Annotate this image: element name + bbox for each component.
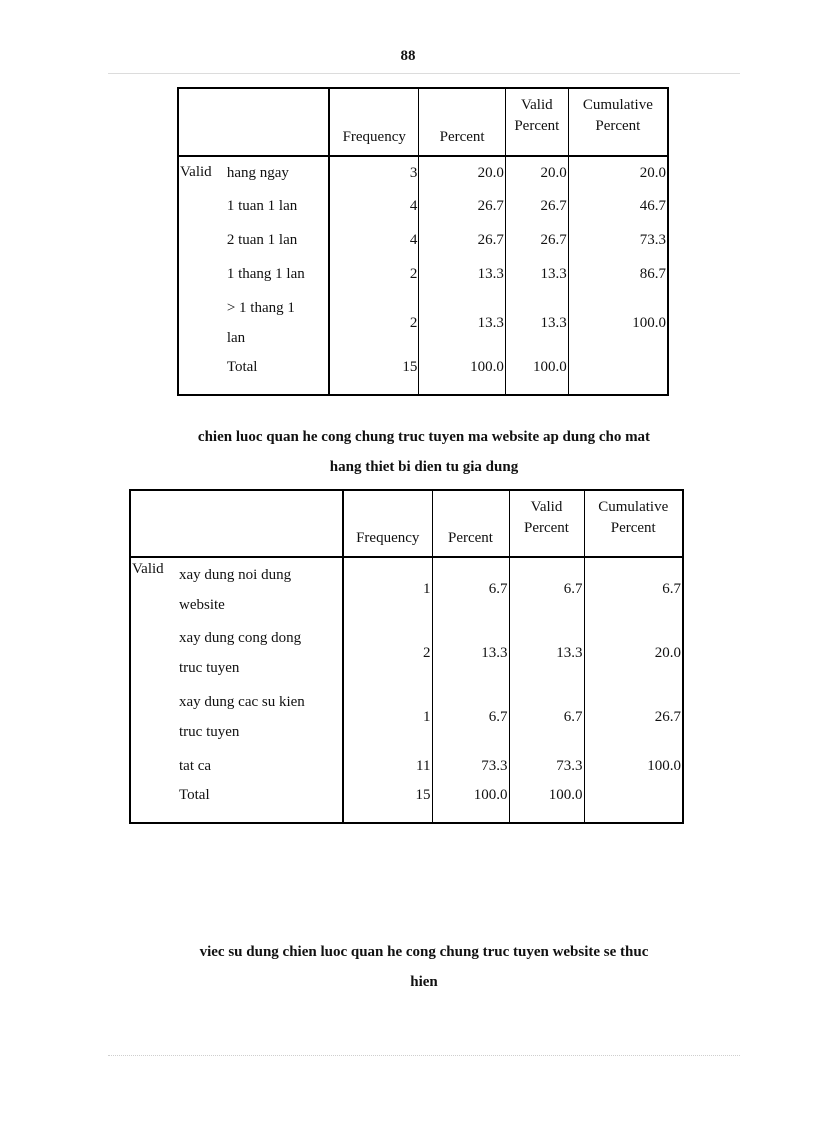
frequency-cell: 15 <box>343 783 432 823</box>
frequency-cell: 11 <box>343 749 432 783</box>
cumulative-percent-cell <box>584 783 683 823</box>
header-cumulative-percent-bottom: Percent <box>568 118 668 156</box>
footer-divider <box>108 1055 740 1056</box>
frequency-cell: 15 <box>329 355 419 395</box>
row-group-label: Valid <box>180 164 212 180</box>
header-divider <box>108 73 740 74</box>
row-group-label: Valid <box>132 561 164 577</box>
row-label <box>178 685 343 749</box>
header-cumulative-percent-top: Cumulative <box>582 96 653 113</box>
frequency-table-1 <box>177 87 669 396</box>
row-label <box>178 557 343 621</box>
row-label: 2 tuan 1 lan <box>226 223 329 257</box>
row-label-line2: truc tuyen <box>179 660 240 676</box>
table-row <box>178 223 668 257</box>
valid-percent-cell: 26.7 <box>505 223 568 257</box>
cumulative-percent-cell: 20.0 <box>654 644 681 661</box>
caption-line2: hien <box>410 974 438 990</box>
row-label-line2: truc tuyen <box>179 724 240 740</box>
caption-line2: hang thiet bi dien tu gia dung <box>329 459 519 475</box>
cumulative-percent-cell: 46.7 <box>639 197 666 214</box>
table-caption-2 <box>108 937 740 997</box>
caption-line1: chien luoc quan he cong chung truc tuyen ma website ap dung cho mat <box>197 429 651 445</box>
valid-percent-cell: 20.0 <box>505 156 568 189</box>
header-blank <box>178 88 329 156</box>
row-label-line1: xay dung cong dong <box>179 630 302 646</box>
percent-cell: 13.3 <box>419 257 506 291</box>
percent-cell: 13.3 <box>432 621 509 685</box>
row-label <box>178 621 343 685</box>
header-valid-percent-bottom: Percent <box>509 520 584 557</box>
valid-percent-cell: 13.3 <box>509 621 584 685</box>
percent-cell: 6.7 <box>432 557 509 621</box>
cumulative-percent-cell: 100.0 <box>632 314 666 331</box>
header-percent: Percent <box>432 490 509 557</box>
header-frequency: Frequency <box>329 88 419 156</box>
valid-percent-cell: 100.0 <box>505 355 568 395</box>
valid-percent-cell: 6.7 <box>509 685 584 749</box>
row-label-line1: xay dung cac su kien <box>179 694 305 710</box>
row-label <box>226 291 329 355</box>
valid-percent-cell: 13.3 <box>505 257 568 291</box>
row-label-line2: website <box>179 596 225 613</box>
valid-percent-cell: 6.7 <box>509 557 584 621</box>
header-percent: Percent <box>419 88 506 156</box>
table-row <box>130 557 683 621</box>
header-frequency: Frequency <box>343 490 432 557</box>
cumulative-percent-cell: 100.0 <box>647 757 681 774</box>
percent-cell: 100.0 <box>432 783 509 823</box>
percent-cell: 20.0 <box>419 156 506 189</box>
table-row <box>130 749 683 783</box>
table-caption-1 <box>108 422 740 482</box>
row-label: 1 thang 1 lan <box>226 257 329 291</box>
percent-cell: 6.7 <box>432 685 509 749</box>
header-cumulative-percent-top: Cumulative <box>598 498 669 515</box>
frequency-cell: 1 <box>343 557 432 621</box>
table-row-total <box>130 783 683 823</box>
frequency-cell: 1 <box>343 685 432 749</box>
header-valid-percent-top: Valid <box>509 490 584 520</box>
percent-cell: 13.3 <box>419 291 506 355</box>
row-label: Total <box>226 355 329 395</box>
percent-cell: 100.0 <box>419 355 506 395</box>
frequency-cell: 2 <box>343 621 432 685</box>
row-label-line1: xay dung noi dung <box>179 566 292 583</box>
frequency-cell: 2 <box>329 257 419 291</box>
table-row <box>178 291 668 355</box>
row-label: Total <box>178 783 343 823</box>
frequency-cell: 4 <box>329 189 419 223</box>
row-label: 1 tuan 1 lan <box>226 189 329 223</box>
frequency-cell: 4 <box>329 223 419 257</box>
cumulative-percent-cell: 20.0 <box>639 164 666 181</box>
table-row <box>178 257 668 291</box>
cumulative-percent-cell: 86.7 <box>639 265 666 282</box>
header-valid-percent-bottom: Percent <box>505 118 568 156</box>
percent-cell: 26.7 <box>419 189 506 223</box>
table-row <box>178 189 668 223</box>
valid-percent-cell: 73.3 <box>509 749 584 783</box>
cumulative-percent-cell <box>568 355 668 395</box>
percent-cell: 26.7 <box>419 223 506 257</box>
valid-percent-cell: 100.0 <box>509 783 584 823</box>
cumulative-percent-cell: 6.7 <box>662 581 681 597</box>
frequency-table-2 <box>129 489 684 824</box>
frequency-cell: 2 <box>329 291 419 355</box>
table-row <box>178 156 668 189</box>
header-blank <box>130 490 343 557</box>
table-row <box>130 685 683 749</box>
valid-percent-cell: 13.3 <box>505 291 568 355</box>
caption-line1: viec su dung chien luoc quan he cong chung truc tuyen website se thuc <box>199 944 649 960</box>
table-row <box>130 621 683 685</box>
cumulative-percent-cell: 73.3 <box>639 231 666 248</box>
table-row-total <box>178 355 668 395</box>
valid-percent-cell: 26.7 <box>505 189 568 223</box>
row-label-line2: lan <box>226 330 246 346</box>
header-cumulative-percent-bottom: Percent <box>584 520 683 557</box>
frequency-cell: 3 <box>329 156 419 189</box>
page-number: 88 <box>400 48 416 64</box>
row-label: hang ngay <box>226 156 329 189</box>
header-valid-percent-top: Valid <box>505 88 568 118</box>
row-label: tat ca <box>178 749 343 783</box>
row-label-line1: > 1 thang 1 <box>226 300 295 316</box>
cumulative-percent-cell: 26.7 <box>654 708 681 725</box>
percent-cell: 73.3 <box>432 749 509 783</box>
